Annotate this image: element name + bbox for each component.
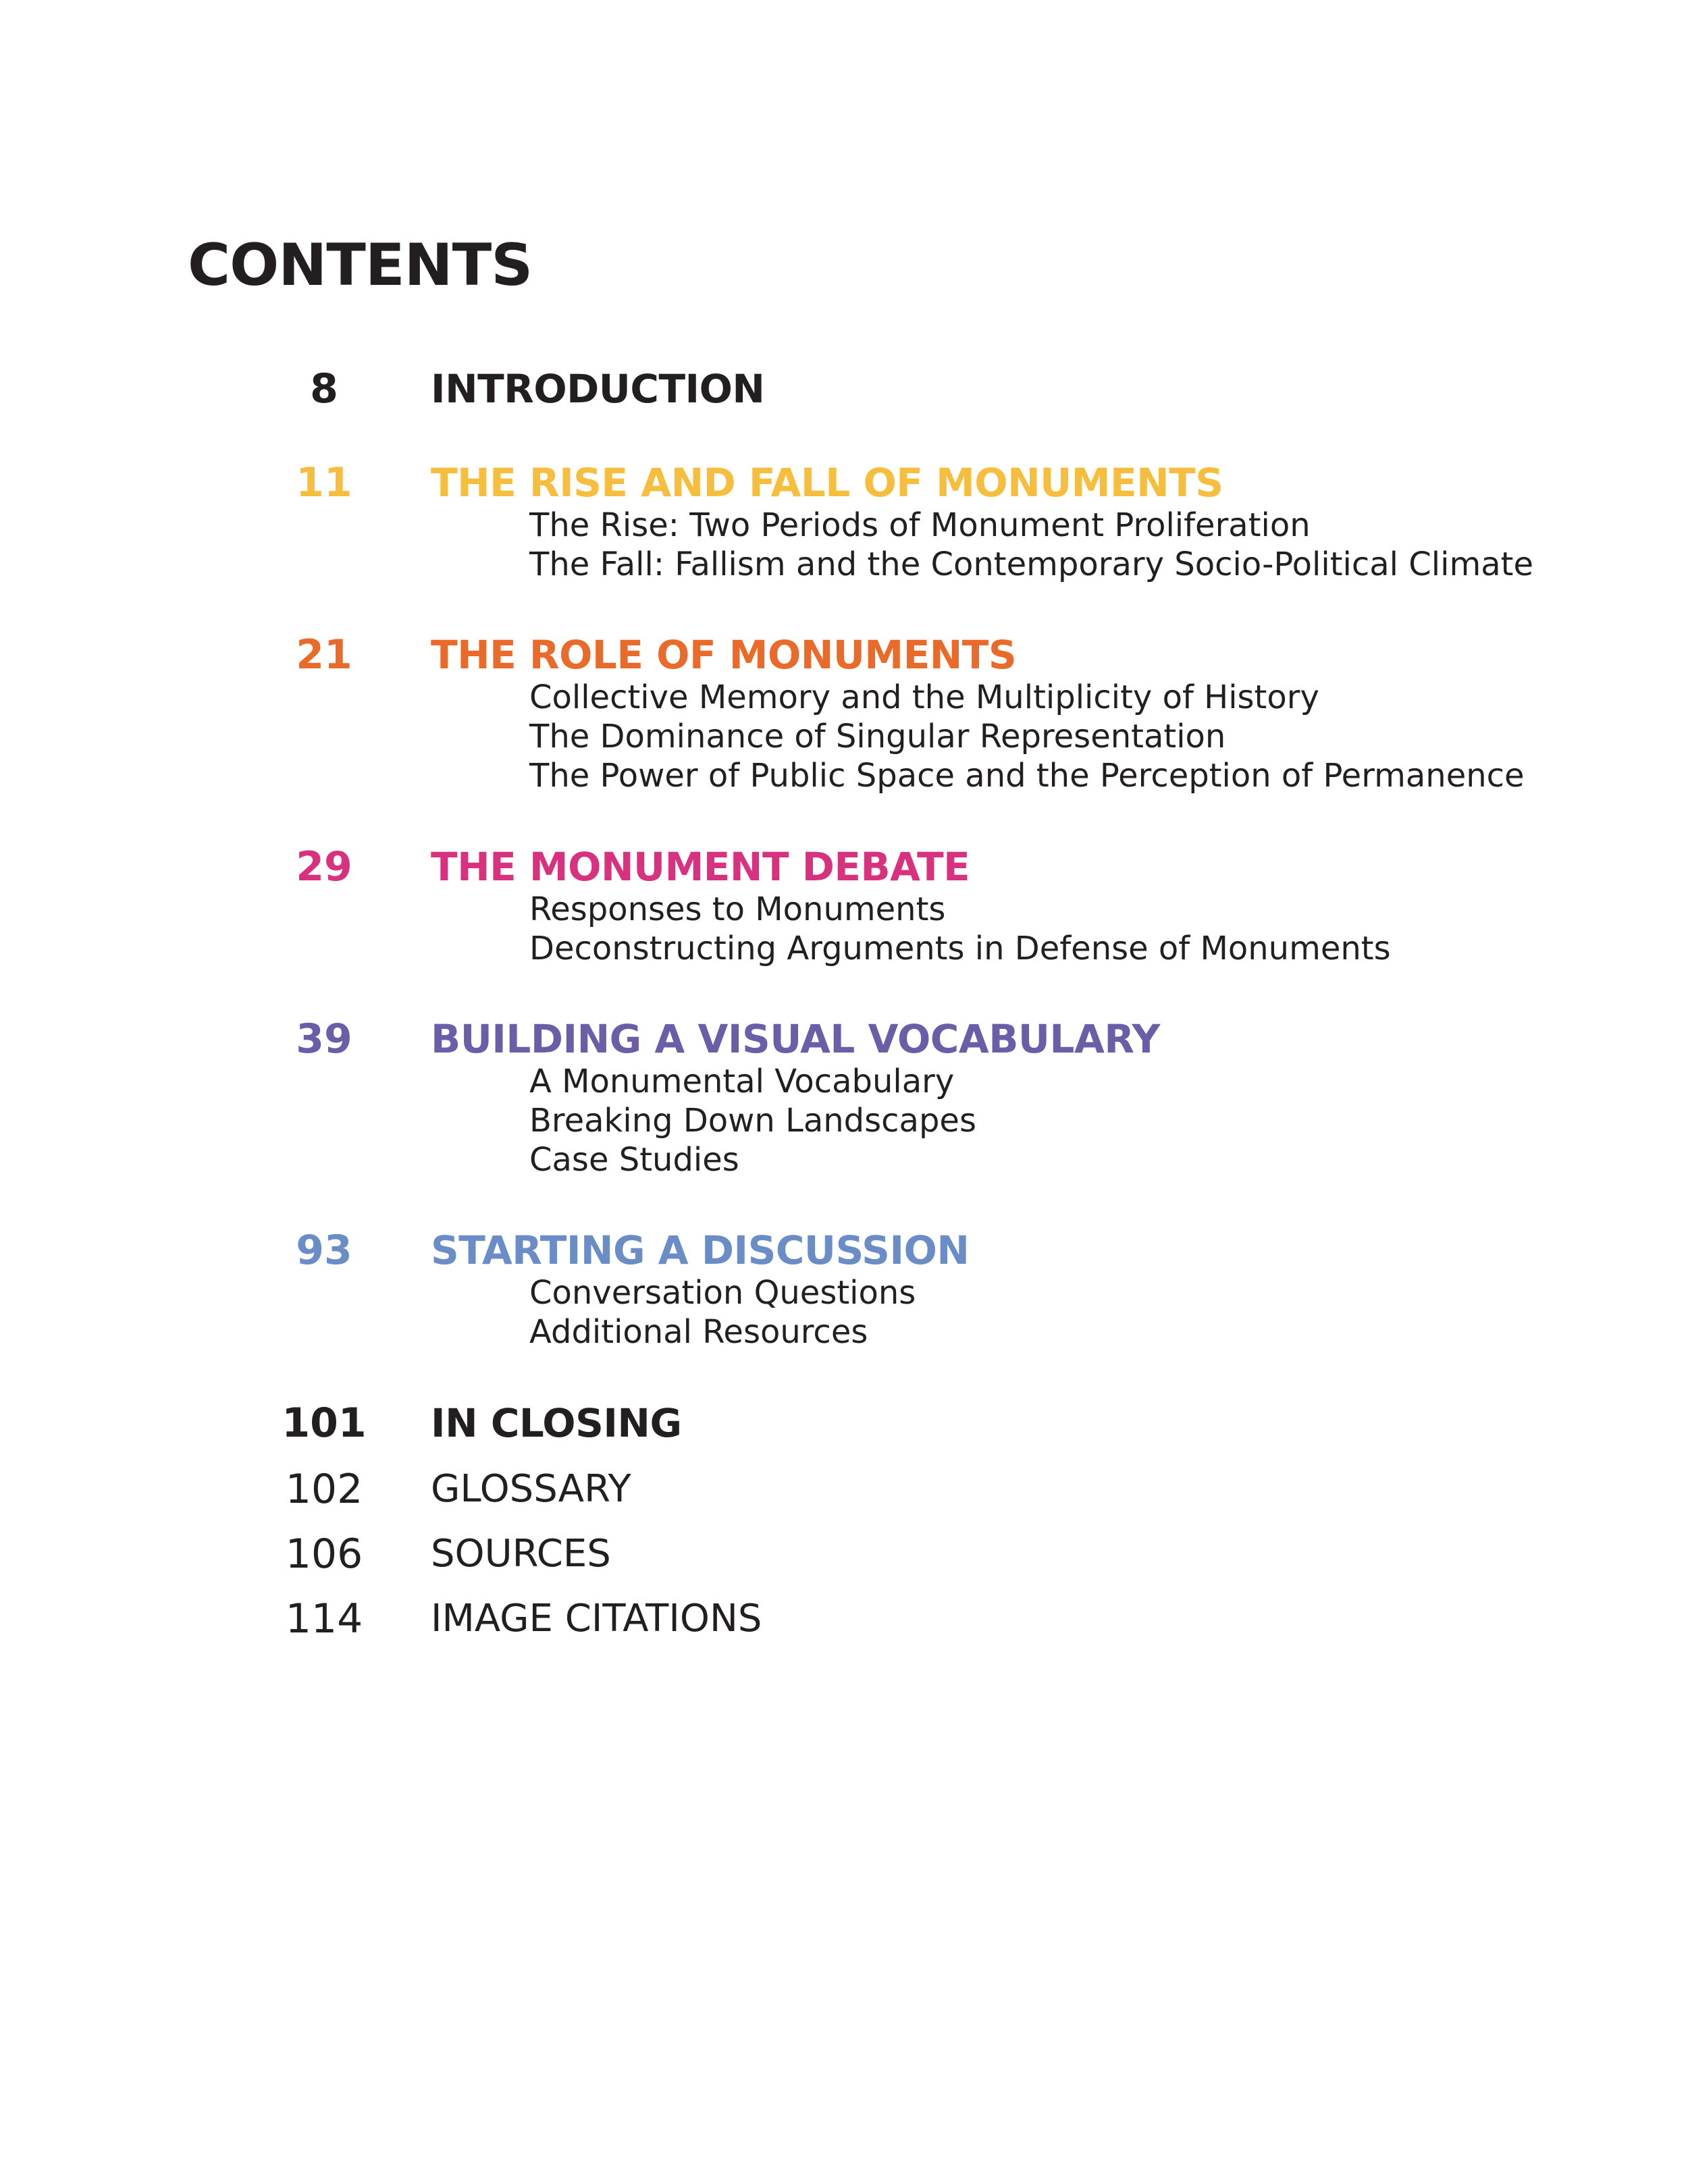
toc-subsection[interactable]: Case Studies [529, 1141, 739, 1179]
toc-subsection[interactable]: Collective Memory and the Multiplicity of History [529, 678, 1319, 716]
toc-page-number: 102 [285, 1466, 363, 1513]
toc-subsection-list [529, 890, 1391, 968]
toc-subsection-list [529, 1273, 916, 1352]
toc-subsection[interactable]: Breaking Down Landscapes [529, 1102, 976, 1140]
toc-subsection-list [529, 506, 1533, 584]
toc-section-title: IMAGE CITATIONS [431, 1597, 762, 1641]
toc-section-title: BUILDING A VISUAL VOCABULARY [431, 1016, 1160, 1062]
toc-section-title: THE RISE AND FALL OF MONUMENTS [431, 460, 1223, 506]
toc-page-number: 11 [296, 459, 352, 506]
toc-page-number: 106 [285, 1530, 363, 1578]
toc-subsection-list [529, 678, 1525, 795]
toc-page-number: 114 [285, 1595, 363, 1643]
toc-section-title: SOURCES [431, 1532, 611, 1576]
toc-subsection[interactable]: The Rise: Two Periods of Monument Proliferation [529, 506, 1311, 544]
toc-section-title: GLOSSARY [431, 1467, 631, 1511]
toc-page-number: 93 [296, 1227, 352, 1274]
toc-page-number: 101 [282, 1400, 367, 1447]
toc-subsection[interactable]: Additional Resources [529, 1313, 868, 1351]
toc-subsection[interactable]: Conversation Questions [529, 1274, 916, 1312]
toc-subsection[interactable]: A Monumental Vocabulary [529, 1063, 955, 1100]
toc-page-number: 39 [296, 1015, 352, 1063]
toc-subsection[interactable]: Deconstructing Arguments in Defense of Monuments [529, 930, 1391, 967]
toc-page-number: 21 [296, 631, 352, 678]
toc-subsection-list [529, 1062, 976, 1179]
page-title: CONTENTS [188, 232, 533, 299]
toc-page-number: 8 [310, 365, 338, 412]
toc-section-title: STARTING A DISCUSSION [431, 1227, 970, 1273]
toc-section-title: THE ROLE OF MONUMENTS [431, 632, 1017, 678]
toc-subsection[interactable]: The Fall: Fallism and the Contemporary Socio-Political Climate [529, 545, 1533, 583]
toc-subsection[interactable]: Responses to Monuments [529, 890, 946, 928]
toc-subsection[interactable]: The Dominance of Singular Representation [529, 718, 1226, 755]
toc-subsection[interactable]: The Power of Public Space and the Perception of Permanence [529, 757, 1525, 795]
toc-section-title: INTRODUCTION [431, 366, 765, 412]
toc-section-title: IN CLOSING [431, 1400, 682, 1446]
toc-page-number: 29 [296, 843, 352, 890]
toc-section-title: THE MONUMENT DEBATE [431, 844, 970, 890]
